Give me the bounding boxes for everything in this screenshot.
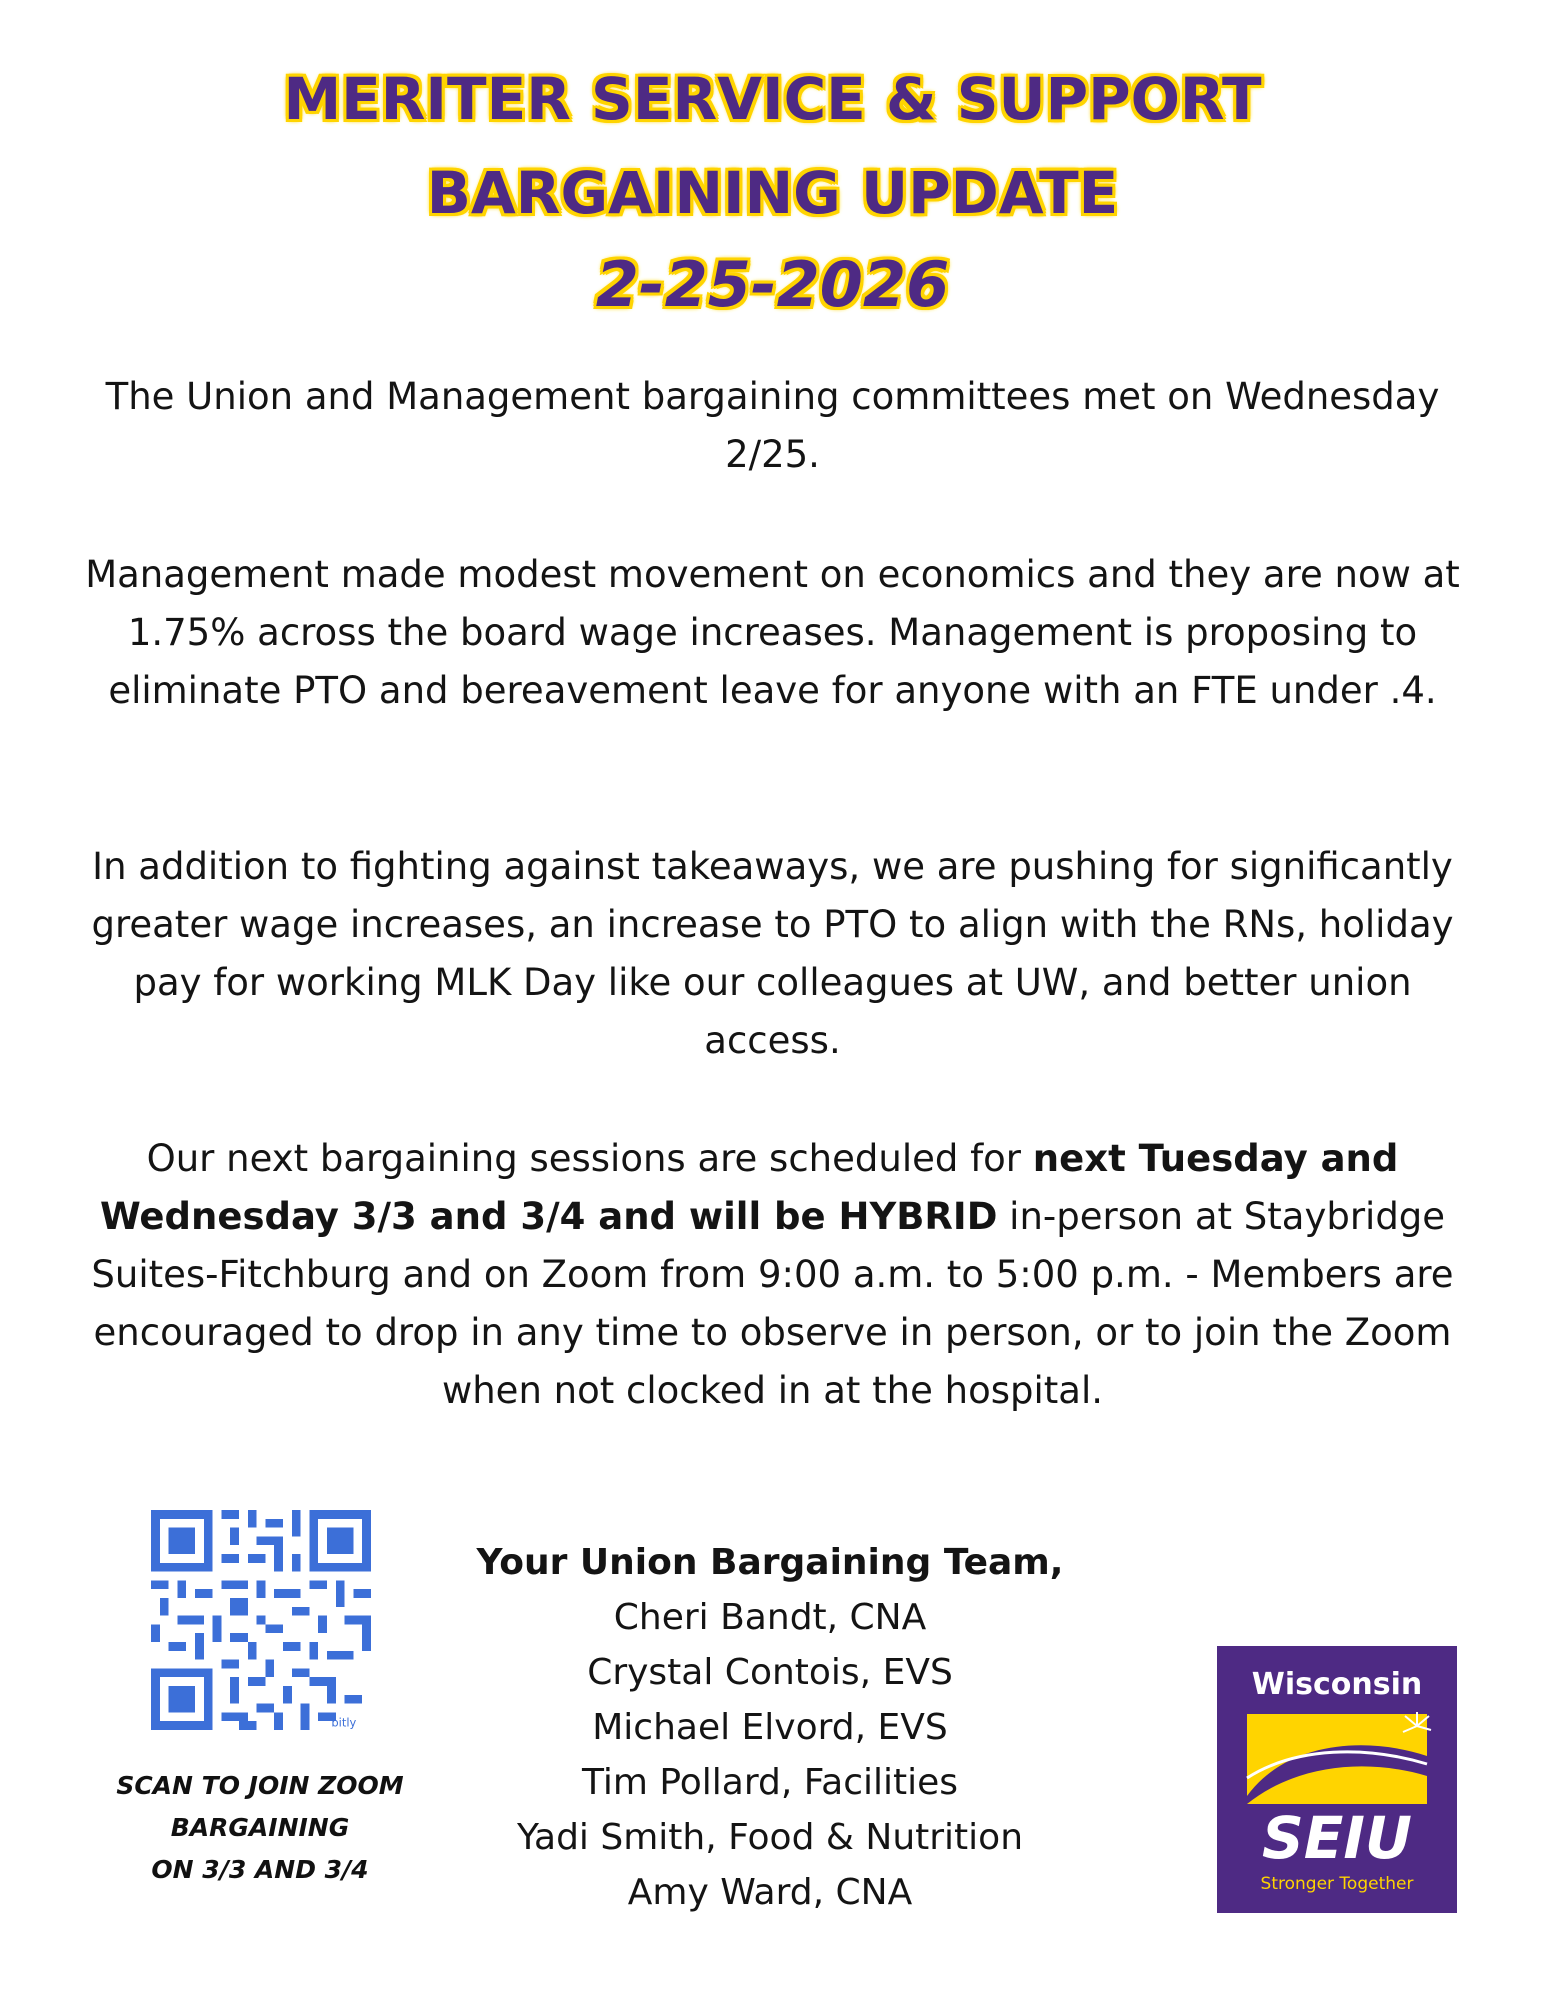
next-sessions-intro: Our next bargaining sessions are scheduled for	[146, 1137, 1033, 1180]
team-member: Tim Pollard, Facilities	[581, 1762, 959, 1803]
qr-caption-line-2: BARGAINING	[170, 1813, 350, 1842]
qr-code-icon[interactable]	[151, 1510, 371, 1730]
qr-badge: bitly	[331, 1715, 357, 1730]
logo-main-text: SEIU	[1261, 1804, 1413, 1872]
logo-tagline: Stronger Together	[1260, 1874, 1414, 1894]
qr-caption-line-1: SCAN TO JOIN ZOOM	[116, 1771, 404, 1800]
seiu-logo	[1217, 1646, 1457, 1913]
paragraph-management: Management made modest movement on economics and they are now at 1.75% across the board wage increases. Management is proposing to eliminate PTO and bereavement leave for anyone with an FTE under .4.	[85, 553, 1460, 712]
title-line-1: MERITER SERVICE & SUPPORT	[283, 65, 1262, 133]
next-sessions-details: in-person at Staybridge Suites-Fitchburg and on Zoom from 9:00 a.m. to 5:00 p.m. - Members are encouraged to drop in any time to observe in person, or to join the Zoom when not clocked in at the hospital.	[91, 1195, 1454, 1412]
paragraph-demands: In addition to fighting against takeaways, we are pushing for significantly greater wage increases, an increase to PTO to align with the RNs, holiday pay for working MLK Day like our colleagues at UW, and better union access.	[91, 845, 1454, 1062]
team-member: Cheri Bandt, CNA	[613, 1597, 927, 1638]
paragraph-next-sessions	[70, 1130, 1475, 1420]
qr-caption	[80, 1765, 440, 1891]
title-date: 2-25-2026	[595, 248, 950, 321]
team-member: Amy Ward, CNA	[627, 1872, 913, 1913]
next-sessions-dates: next Tuesday and Wednesday 3/3 and 3/4 and will be HYBRID	[99, 1137, 1399, 1238]
team-member: Crystal Contois, EVS	[587, 1652, 953, 1693]
team-title: Your Union Bargaining Team,	[476, 1542, 1064, 1583]
title-line-2: BARGAINING UPDATE	[426, 159, 1119, 227]
paragraph-meeting: The Union and Management bargaining committees met on Wednesday 2/25.	[105, 375, 1440, 476]
qr-caption-line-3: ON 3/3 AND 3/4	[151, 1855, 369, 1884]
logo-top-text: Wisconsin	[1251, 1667, 1423, 1702]
bargaining-team	[420, 1535, 1120, 1920]
team-member: Yadi Smith, Food & Nutrition	[516, 1817, 1024, 1858]
team-member: Michael Elvord, EVS	[592, 1707, 948, 1748]
